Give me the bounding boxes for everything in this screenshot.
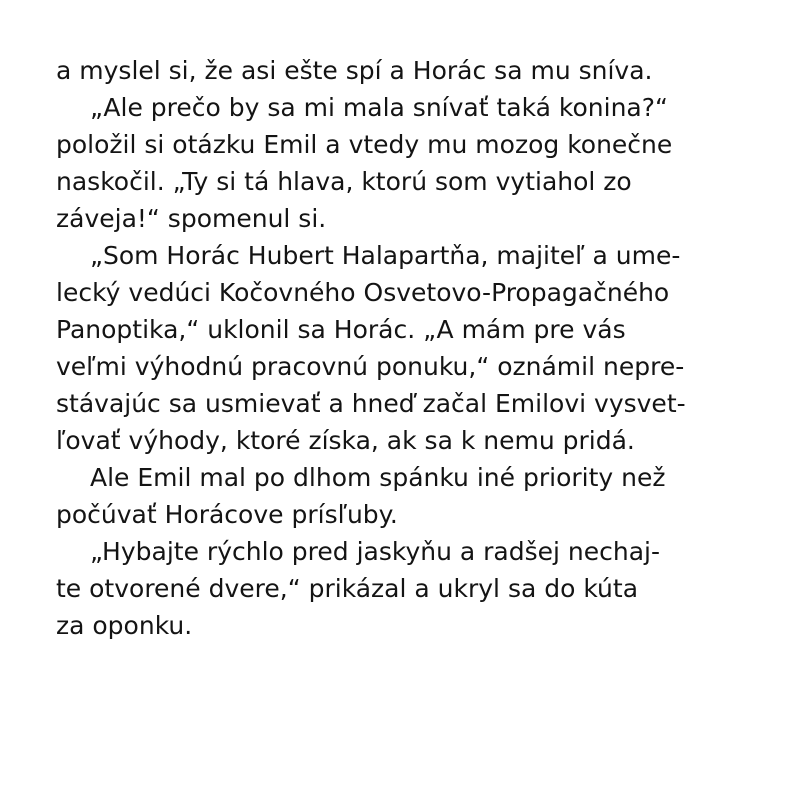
text-line: Ale Emil mal po dlhom spánku iné priority než (90, 463, 666, 492)
text-line: ľovať výhody, ktoré získa, ak sa k nemu pridá. (56, 426, 635, 455)
text-line: te otvorené dvere,“ prikázal a ukryl sa do kúta (56, 574, 639, 603)
text-line: „Som Horác Hubert Halapartňa, majiteľ a ume- (90, 241, 681, 270)
text-line: položil si otázku Emil a vtedy mu mozog konečne (56, 130, 673, 159)
book-page-text (56, 52, 756, 644)
text-line: Panoptika,“ uklonil sa Horác. „A mám pre vás (56, 315, 626, 344)
text-line: veľmi výhodnú pracovnú ponuku,“ oznámil nepre- (56, 352, 685, 381)
text-line: lecký vedúci Kočovného Osvetovo-Propagačného (56, 278, 670, 307)
text-line: naskočil. „Ty si tá hlava, ktorú som vytiahol zo (56, 167, 632, 196)
text-line: stávajúc sa usmievať a hneď začal Emilovi vysvet- (56, 389, 686, 418)
text-line: za oponku. (56, 611, 193, 640)
text-line: „Ale prečo by sa mi mala snívať taká konina?“ (90, 93, 668, 122)
text-line: a myslel si, že asi ešte spí a Horác sa mu sníva. (56, 56, 653, 85)
text-line: „Hybajte rýchlo pred jaskyňu a radšej nechaj- (90, 537, 661, 566)
text-line: záveja!“ spomenul si. (56, 204, 327, 233)
text-line: počúvať Horácove prísľuby. (56, 500, 398, 529)
